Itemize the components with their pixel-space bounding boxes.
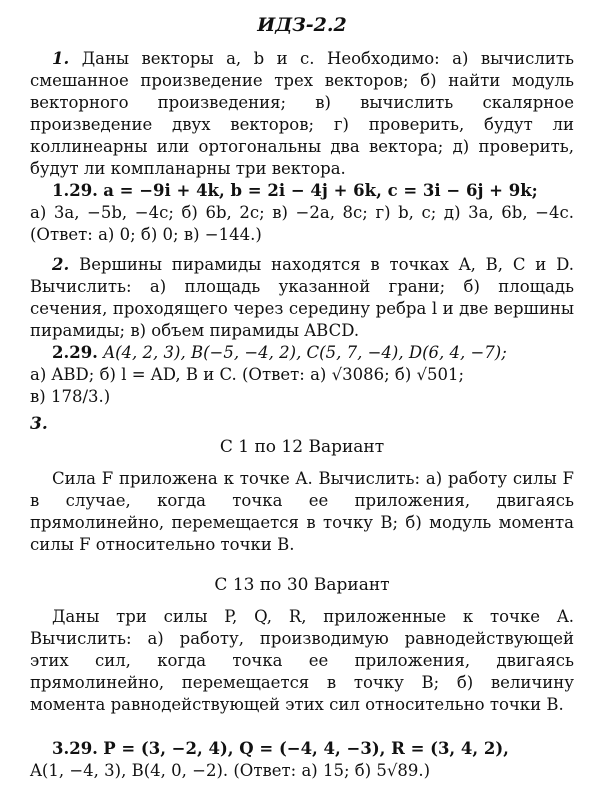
task2-variant-number: 2.29. (52, 343, 98, 362)
task3-heading-a: С 1 по 12 Вариант (219, 437, 385, 457)
task3-variant-line2: A(1, −4, 3), B(4, 0, −2). (Ответ: а) 15; б) 5√89.) (30, 761, 431, 780)
task2-variant-line2: а) ABD; б) l = AD, B и C. (Ответ: а) √3086; б) √501; (30, 365, 465, 384)
task1-variant-line1 (30, 180, 574, 202)
task1-variant-line2: а) 3a, −5b, −4c; б) 6b, 2c; в) −2a, 8c; г) b, c; д) 3a, 6b, −4c. (Ответ: а) 0; б) 0; в) −144.) (30, 203, 574, 244)
task3-variant-number: 3.29. (52, 739, 98, 758)
task2-statement (30, 254, 574, 342)
task1-statement (30, 48, 574, 180)
task1-variant-number: 1.29. (52, 181, 98, 200)
task1-vectors: a = −9i + 4k, b = 2i − 4j + 6k, c = 3i − 6j + 9k; (103, 181, 538, 200)
task2-variant-line1 (30, 342, 574, 364)
task1-text: Даны векторы a, b и c. Необходимо: а) вычислить смешанное произведение трех векторов; б) найти модуль векторного произведения; в) вычислить скалярное произведение двух векторов; г) проверить, будут ли коллинеарны или ортогональны два вектора; д) проверить, будут ли компланарны три вектора. (30, 49, 574, 178)
task3-forces: P = (3, −2, 4), Q = (−4, 4, −3), R = (3, 4, 2), (103, 739, 509, 758)
task3-heading-b: С 13 по 30 Вариант (214, 575, 390, 595)
task1-number: 1. (52, 49, 70, 68)
task2-variant-line3: в) 178/3.) (30, 387, 111, 406)
task2-text: Вершины пирамиды находятся в точках A, B, C и D. Вычислить: а) площадь указанной грани; б) площадь сечения, проходящего через середину ребра l и две вершины пирамиды; в) объем пирамиды ABCD. (30, 255, 574, 340)
document-title: ИДЗ-2.2 (257, 14, 347, 36)
task3-variant-line1 (30, 738, 574, 760)
task2-points: A(4, 2, 3), B(−5, −4, 2), C(5, 7, −4), D(6, 4, −7); (103, 343, 507, 362)
task3-number: 3. (30, 414, 48, 434)
task2-number: 2. (52, 255, 70, 274)
task3-text-b: Даны три силы P, Q, R, приложенные к точке A. Вычислить: а) работу, производимую равнодействующей этих сил, когда точка ее приложения, двигаясь прямолинейно, перемещается в точку B; б) величину момента равнодействующей этих сил относительно точки B. (30, 607, 574, 714)
task3-text-a: Сила F приложена к точке A. Вычислить: а) работу силы F в случае, когда точка ее приложения, двигаясь прямолинейно, перемещается в точку B; б) модуль момента силы F относительно точки B. (30, 469, 574, 554)
